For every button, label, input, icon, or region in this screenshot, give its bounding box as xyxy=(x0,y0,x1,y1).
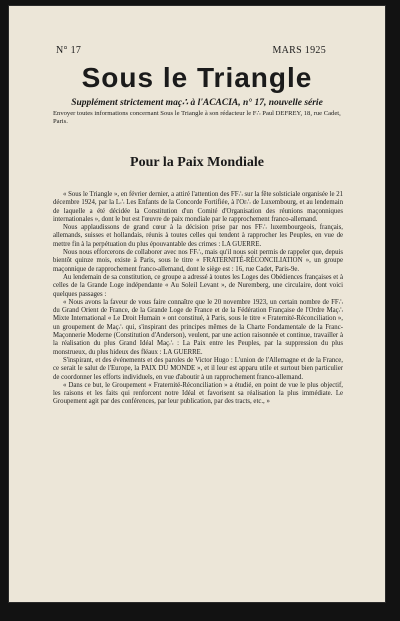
paragraph: Nous applaudissons de grand cœur à la décision prise par nos FF∴ luxembourgeois, français, allemands, suisses et hollandais, réunis à toutes celles qui tendent à rapprocher les Peuples, en vue de mettre fin à la perpétuation du plus épouvantable des crimes : LA GUERRE. xyxy=(53,224,343,248)
paragraph: « Dans ce but, le Groupement « Fraternité-Réconciliation » a étudié, en point de vue le plus objectif, les raisons et les faits qui renforcent notre Idéal et favorisent sa réalisation la plus immédiate. Le Groupement agit par des conférences, par leur publication, par des tracts, etc., » xyxy=(53,381,343,406)
paragraph: Nous nous efforcerons de collaborer avec nos FF∴, mais qu'il nous soit permis de rappeler que, depuis bientôt quinze mois, existe à Paris, sous le titre « FRATERNITÉ-RÉCONCILIATION », un groupe maçonnique de rapprochement franco-allemand, dont le siège est : 16, rue Cadet, Paris-9e. xyxy=(53,249,343,273)
paragraph: « Sous le Triangle », en février dernier, a attiré l'attention des FF∴ sur la fête solsticiale organisée le 21 décembre 1924, par la L∴ Les Enfants de la Concorde Fortifiée, à l'Or∴ de Luxembourg, et au lendemain de laquelle a été décidée la Constitution d'un Comité d'Organisation des réunions maçonniques internationales », dont le but est l'œuvre de paix mondiale par le rapprochement franco-allemand. xyxy=(53,191,343,223)
issue-number: N° 17 xyxy=(56,45,82,56)
paragraph: Au lendemain de sa constitution, ce groupe a adressé à toutes les Loges des Obédiences françaises et à celles de la Grande Loge indépendante « Au Soleil Levant », de Nuremberg, une circulaire, dont voici quelques passages : xyxy=(53,273,343,298)
issue-date: MARS 1925 xyxy=(272,45,326,56)
masthead-title: Sous le Triangle xyxy=(81,62,313,93)
send-to-notice: Envoyer toutes informations concernant Sous le Triangle à son rédacteur le F∴ Paul DEFREY, 18, rue Cadet, Paris. xyxy=(53,110,341,125)
paragraph: S'inspirant, et des événements et des paroles de Victor Hugo : L'union de l'Allemagne et de la France, ce serait le salut de l'Europe, la PAIX DU MONDE », et il leur est apparu utile et surtout bien particulier de coordonner les efforts individuels, en vue d'aboutir à un rapprochement franco-allemand. xyxy=(53,356,343,381)
paragraph: « Nous avons la faveur de vous faire connaître que le 20 novembre 1923, un certain nombre de FF∴ du Grand Orient de France, de la Grande Loge de France et de la Fédération Française de l'Ordre Maç∴ Mixte International « Le Droit Humain » ont constitué, à Paris, sous le titre « Fraternité-Réconciliation », un groupement de Maç∴ qui, s'inspirant des principes mêmes de la Charte Fondamentale de la Franc-Maçonnerie Moderne (Constitution d'Anderson), veulent, par une action raisonnée et continue, travailler à la réalisation du plus Grand Idéal Maç∴ : La Paix entre les Peuples, par la suppression du plus monstrueux, du plus hideux des fléaux : LA GUERRE. xyxy=(53,298,343,356)
article-title: Pour la Paix Mondiale xyxy=(130,155,264,170)
newsletter-page xyxy=(9,6,385,602)
masthead-subtitle: Supplément strictement maç∴ à l'ACACIA, n° 17, nouvelle série xyxy=(71,98,323,108)
article-body xyxy=(53,191,343,407)
